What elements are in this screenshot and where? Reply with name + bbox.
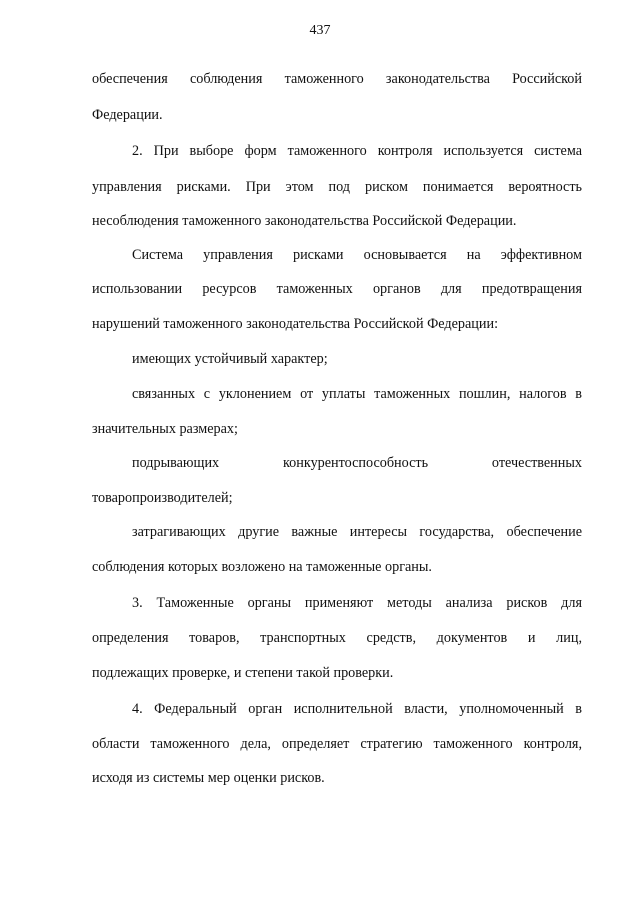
text-line: Система управления рисками основывается на эффективном	[132, 247, 582, 263]
text-line: исходя из системы мер оценки рисков.	[92, 770, 325, 786]
text-line: несоблюдения таможенного законодательства Российской Федерации.	[92, 213, 517, 229]
text-line: области таможенного дела, определяет стратегию таможенного контроля,	[92, 736, 582, 752]
text-line: Федерации.	[92, 107, 163, 123]
text-line: подлежащих проверке, и степени такой проверки.	[92, 665, 394, 681]
page-number: 437	[309, 23, 331, 38]
text-line: нарушений таможенного законодательства Российской Федерации:	[92, 316, 499, 332]
text-line: управления рисками. При этом под риском понимается вероятность	[92, 179, 582, 195]
text-line: использовании ресурсов таможенных органов для предотвращения	[92, 281, 582, 297]
text-line: соблюдения которых возложено на таможенные органы.	[92, 559, 432, 575]
text-line: 2. При выборе форм таможенного контроля используется система	[132, 143, 582, 159]
text-line: товаропроизводителей;	[92, 490, 233, 506]
text-line: имеющих устойчивый характер;	[132, 351, 328, 367]
text-line: подрывающих конкурентоспособность отечественных	[132, 455, 582, 471]
text-line: обеспечения соблюдения таможенного законодательства Российской	[92, 71, 582, 87]
text-line: 3. Таможенные органы применяют методы анализа рисков для	[132, 595, 582, 611]
text-line: 4. Федеральный орган исполнительной власти, уполномоченный в	[132, 701, 582, 717]
text-line: определения товаров, транспортных средств, документов и лиц,	[92, 630, 582, 646]
text-line: значительных размерах;	[92, 421, 238, 437]
text-line: затрагивающих другие важные интересы государства, обеспечение	[132, 524, 582, 540]
text-line: связанных с уклонением от уплаты таможенных пошлин, налогов в	[132, 386, 582, 402]
